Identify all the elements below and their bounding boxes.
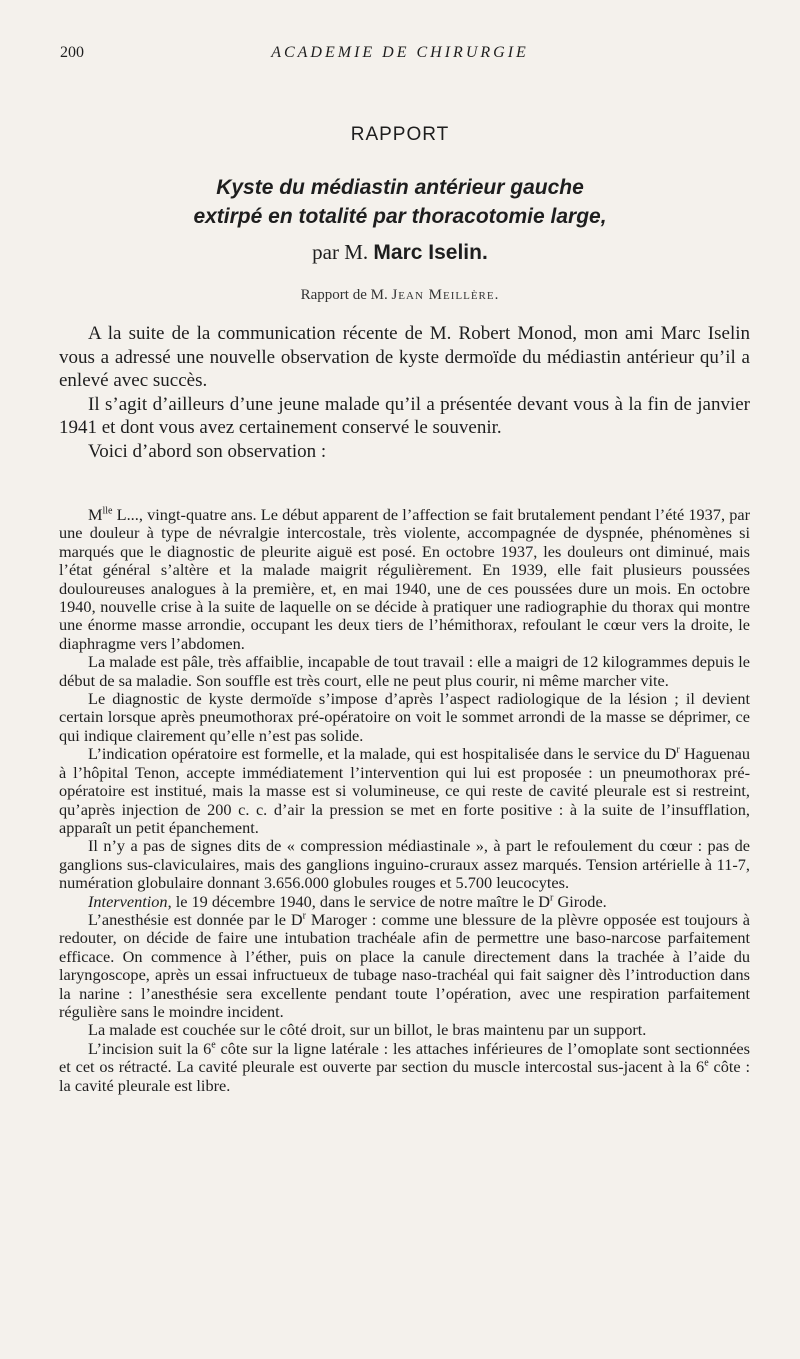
page-header <box>60 44 740 68</box>
paragraph-text: côte : la cavité pleurale est libre. <box>59 1057 750 1095</box>
reporter-line <box>0 287 800 304</box>
page-number: 200 <box>60 44 84 61</box>
paragraph-text: L..., vingt-quatre ans. Le début apparent de l’affection se fait brutalement pendant l’été 1937, par une douleur à type de névralgie intercostale, très violente, accompagnée de dyspnée, phénomènes si marqués que le diagnostic de pleurite aiguë est posé. En octobre 1937, les douleurs ont diminué, mais l’état général s’altère et la malade maigrit régulièrement. En 1939, elle fait plusieurs poussées douloureuses analogues à la première, et, en mai 1940, une de ces poussées dure un mois. En octobre 1940, nouvelle crise à la suite de laquelle on se décide à pratiquer une radiographie du thorax qui montre une énorme masse arrondie, occupant les deux tiers de l’hémithorax, refoulant le cœur vers la droite, le diaphragme vers l’abdomen. <box>59 505 750 653</box>
author-name: Marc Iselin. <box>373 241 488 264</box>
superscript: r <box>302 910 307 922</box>
observation-paragraph <box>59 506 750 653</box>
paragraph-text: Maroger : comme une blessure de la plèvre opposée est toujours à redouter, on décide de faire une intubation trachéale afin de permettre une baso-narcose parfaitement efficace. On commence à l’éther, puis on place la canule directement dans la trachée à l’aide du laryngoscope, après un essai infructueux de tubage naso-trachéal qui fait saigner dès l’introduction dans la narine : l’anesthésie sera excellente pendant toute l’opération, avec une respiration parfaitement régulière sans le moindre incident. <box>59 909 750 1021</box>
observation-paragraph: Le diagnostic de kyste dermoïde s’impose d’après l’aspect radiologique de la lésion ; il devient certain lorsque après pneumothorax pré-opératoire on voit le sommet arrondi de la masse se déprimer, ce qui indique clairement qu’elle n’est pas solide. <box>59 689 750 745</box>
intro-text <box>59 322 750 464</box>
observation-paragraph <box>59 1040 750 1095</box>
observation-paragraph <box>59 911 750 1021</box>
author-prefix: par M. <box>312 240 369 264</box>
paragraph-text: , le 19 décembre 1940, dans le service de notre maître le D <box>167 891 551 911</box>
superscript: e <box>704 1057 709 1069</box>
paragraph-text: Haguenau à l’hôpital Tenon, accepte immédiatement l’intervention qui lui est proposée : un pneumothorax pré-opératoire est institué, mais la masse est si volumineuse, ce qui reste de cavité pleurale est si restreint, qu’après injection de 200 c. c. d’air la pression se met en forte positive : à la suite de l’insufflation, apparaît un petit épanchement. <box>59 744 750 837</box>
paragraph-text: L’indication opératoire est formelle, et la malade, qui est hospitalisée dans le service du D <box>88 744 677 764</box>
intro-paragraph: A la suite de la communication récente de M. Robert Monod, mon ami Marc Iselin vous a adressé une nouvelle observation de kyste dermoïde du médiastin antérieur qu’il a enlevé avec succès. <box>59 323 750 392</box>
observation-paragraph <box>59 893 750 911</box>
paragraph-text: L’incision suit la 6 <box>88 1038 212 1058</box>
patient-title: M <box>88 505 103 524</box>
author-line <box>0 240 800 265</box>
superscript: lle <box>102 505 113 517</box>
paragraph-text: Girode. <box>553 891 607 911</box>
title-line-2: extirpé en totalité par thoracotomie large, <box>193 205 607 228</box>
intro-paragraph: Voici d’abord son observation : <box>88 440 327 462</box>
superscript: r <box>550 892 554 904</box>
intro-paragraph: Il s’agit d’ailleurs d’une jeune malade qu’il a présentée devant vous à la fin de janvier 1941 et dont vous avez certainement conservé le souvenir. <box>59 393 750 439</box>
observation-paragraph: La malade est couchée sur le côté droit, sur un billot, le bras maintenu par un support. <box>88 1020 647 1040</box>
paragraph-text: côte sur la ligne latérale : les attaches inférieures de l’omoplate sont sectionnées et cet os rétracté. La cavité pleurale est ouverte par section du muscle intercostal sus-jacent à la 6 <box>59 1038 750 1077</box>
article-title <box>0 173 800 231</box>
superscript: r <box>676 744 680 756</box>
reporter-name: Jean Meillère. <box>391 287 500 303</box>
superscript: e <box>211 1039 216 1051</box>
observation-text <box>59 506 750 1095</box>
observation-paragraph <box>59 745 750 837</box>
observation-paragraph: Il n’y a pas de signes dits de « compression médiastinale », à part le refoulement du cœur : pas de ganglions sus-claviculaires, mais des ganglions inguino-cruraux assez marqués. Tension artérielle à 11-7, numération globulaire donnant 3.656.000 globules rouges et 5.700 leucocytes. <box>59 836 750 893</box>
title-line-1: Kyste du médiastin antérieur gauche <box>216 176 584 199</box>
reporter-prefix: Rapport de M. <box>300 287 388 303</box>
paragraph-text: L’anesthésie est donnée par le D <box>88 909 303 929</box>
section-heading: RAPPORT <box>350 124 450 145</box>
observation-paragraph: La malade est pâle, très affaiblie, incapable de tout travail : elle a maigri de 12 kilogrammes depuis le début de sa maladie. Son souffle est très court, elle ne peut plus courir, ni même marcher vite. <box>59 652 750 690</box>
intervention-label: Intervention <box>88 891 168 911</box>
running-title: ACADEMIE DE CHIRURGIE <box>271 44 529 61</box>
